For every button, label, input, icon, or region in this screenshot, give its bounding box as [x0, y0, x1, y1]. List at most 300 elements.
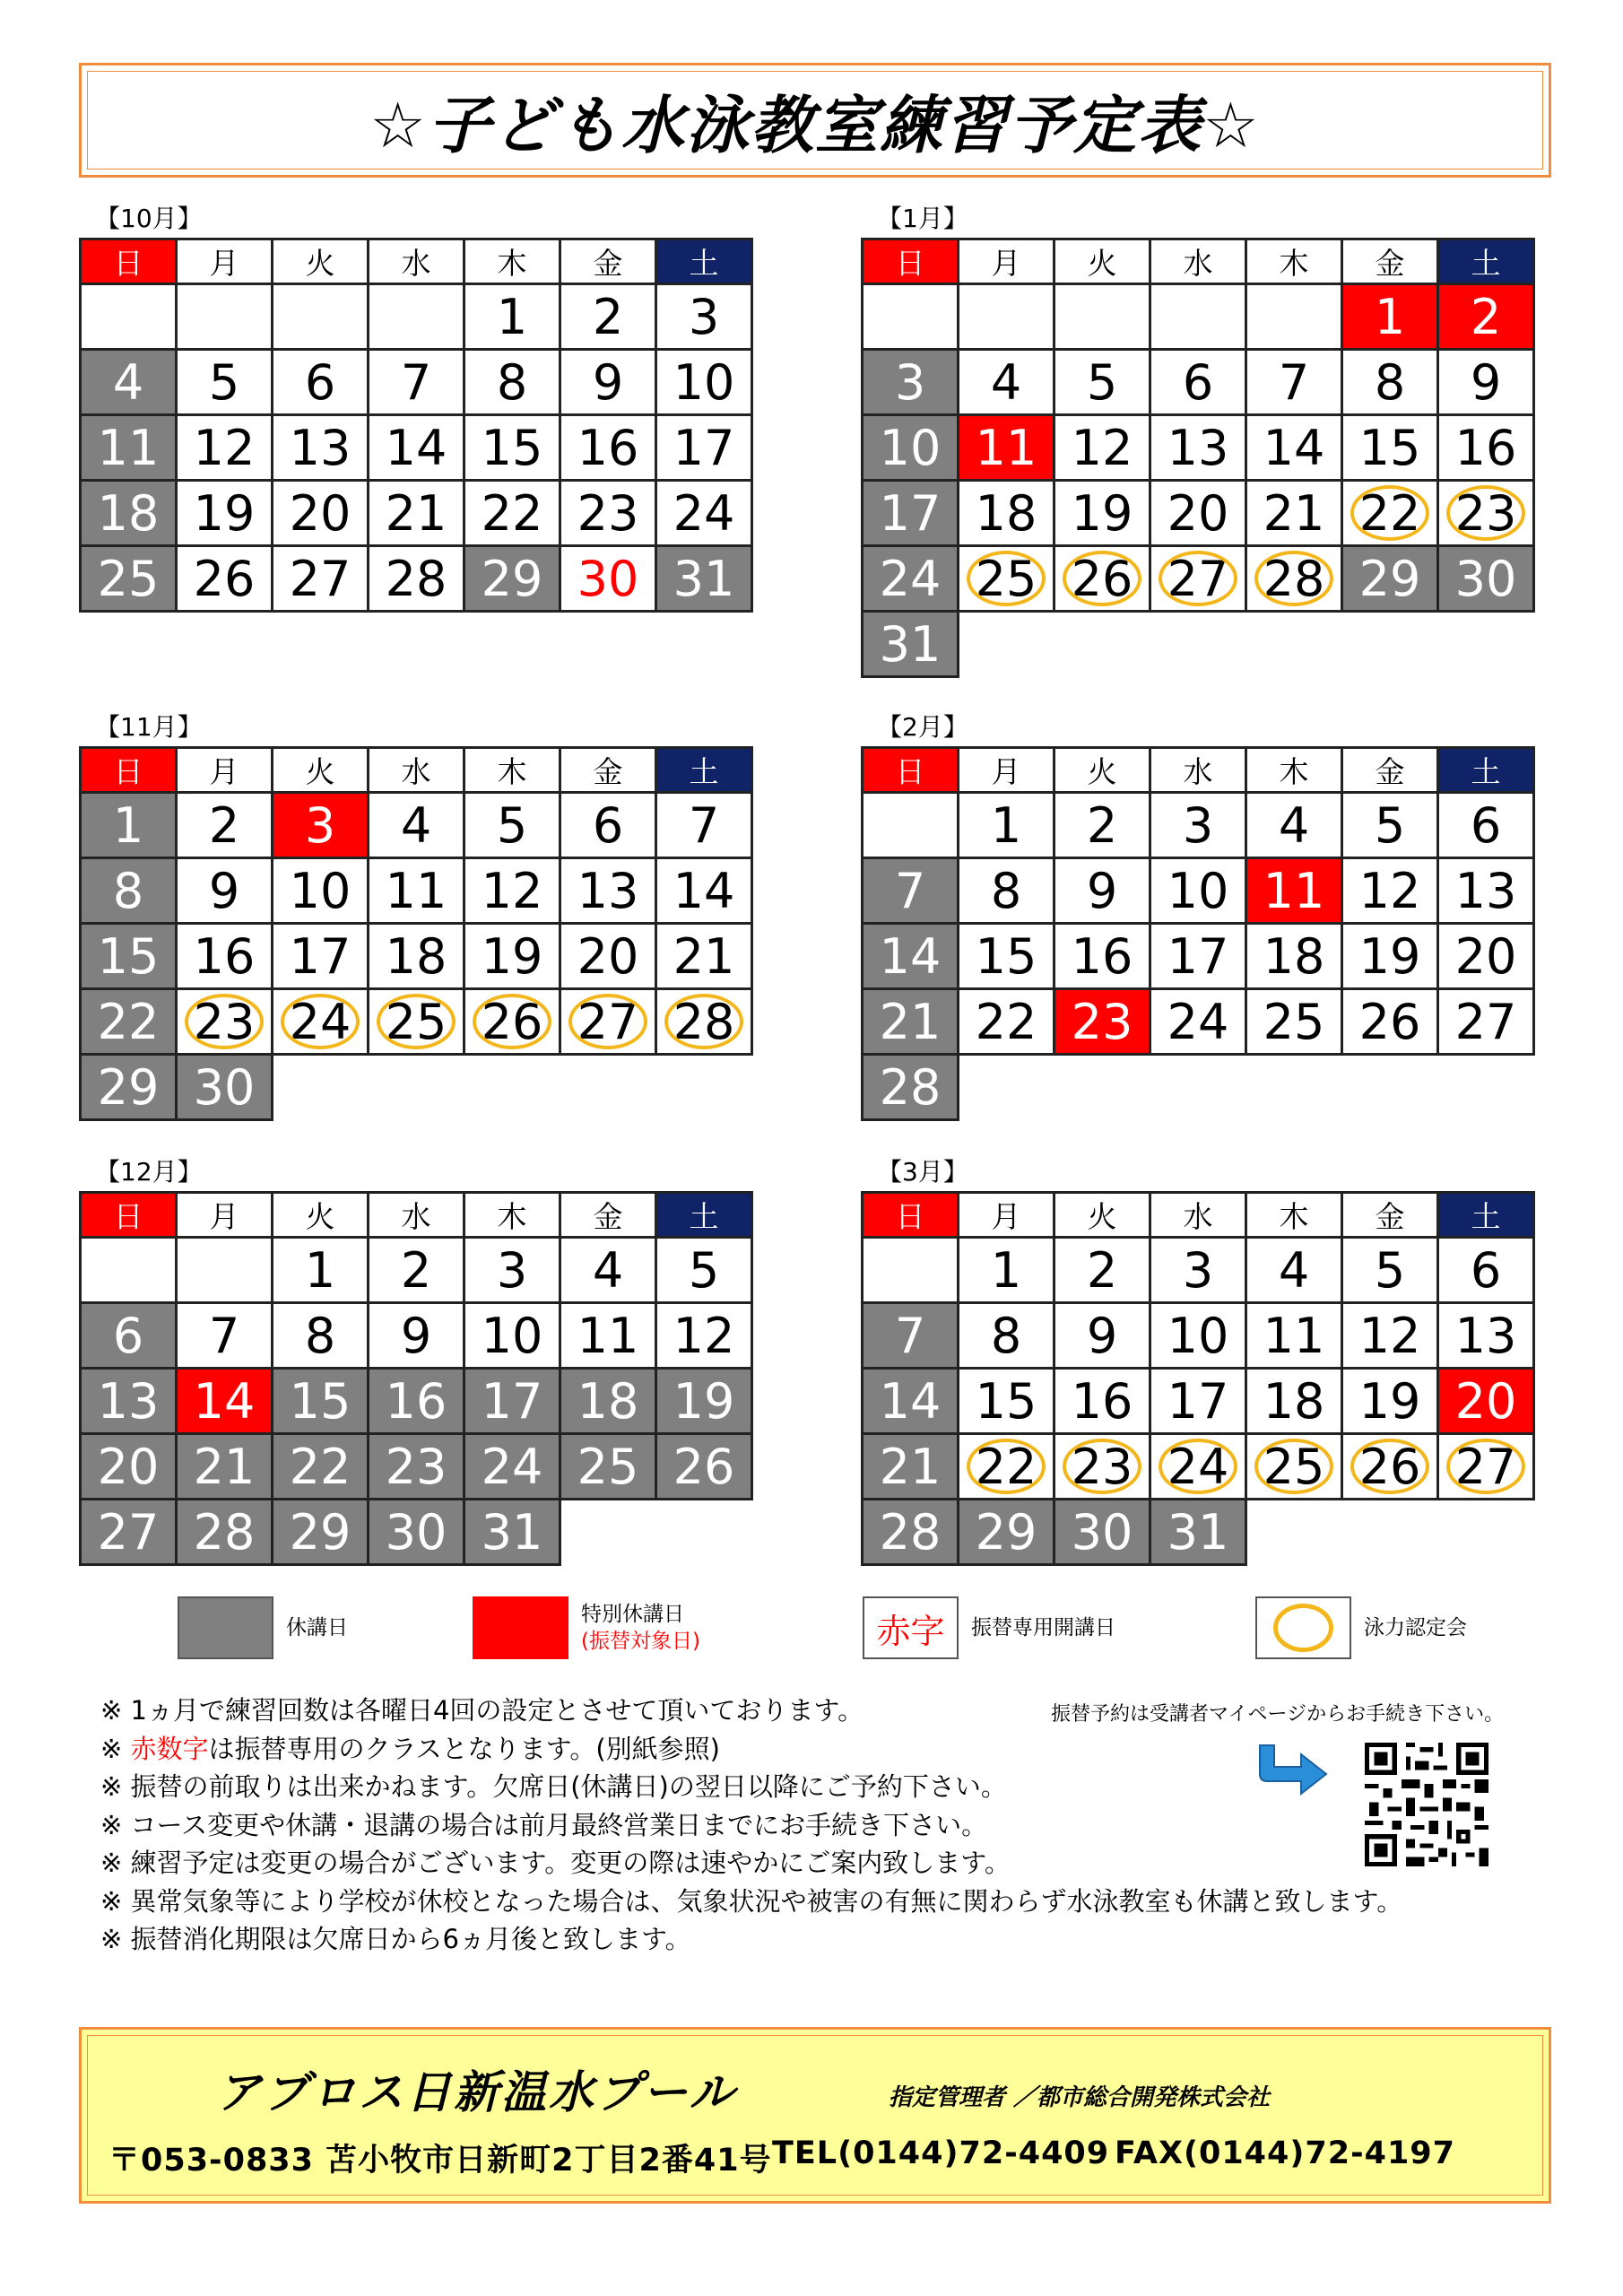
week-row	[863, 924, 1534, 989]
day-cell: 6	[1438, 793, 1534, 858]
day-cell: 18	[959, 481, 1055, 546]
empty-day-cell	[1055, 1055, 1150, 1120]
day-cell: 17	[464, 1369, 560, 1434]
note-3: ※ 振替の前取りは出来かねます。欠席日(休講日)の翌日以降にご予約下さい。	[100, 1771, 1007, 1802]
day-cell: 1	[959, 1238, 1055, 1303]
day-cell: 12	[1342, 858, 1438, 924]
weekday-header: 水	[1150, 748, 1246, 793]
calendar-grid	[861, 746, 1535, 1121]
empty-day-cell	[1438, 612, 1534, 677]
day-cell: 1	[81, 793, 177, 858]
qr-code-icon[interactable]	[1360, 1738, 1493, 1871]
week-row	[81, 546, 752, 612]
empty-day-cell	[863, 1238, 959, 1303]
day-cell: 11	[1246, 858, 1342, 924]
calendar-november	[79, 712, 753, 1121]
legend-special-label: 特別休講日	[581, 1603, 684, 1626]
note-2: ※ 赤数字は振替専用のクラスとなります。(別紙参照)	[100, 1733, 720, 1764]
empty-day-cell	[959, 612, 1055, 677]
day-cell: 25	[560, 1434, 656, 1500]
legend-closed	[178, 1596, 348, 1659]
empty-day-cell	[863, 284, 959, 350]
empty-day-cell	[273, 284, 369, 350]
day-cell: 4	[959, 350, 1055, 415]
legend-red-text	[863, 1596, 1115, 1659]
calendar-grid	[79, 746, 753, 1121]
weekday-header: 金	[560, 748, 656, 793]
week-row	[863, 1303, 1534, 1369]
week-row	[863, 481, 1534, 546]
weekday-header: 金	[1342, 1193, 1438, 1238]
day-cell: 15	[81, 924, 177, 989]
empty-day-cell	[863, 793, 959, 858]
calendar-grid	[861, 1191, 1535, 1566]
day-cell: 4	[369, 793, 464, 858]
weekday-header: 水	[369, 239, 464, 284]
note-1: ※ 1ヵ月で練習回数は各曜日4回の設定とさせて頂いております。	[100, 1695, 864, 1726]
day-cell: 14	[177, 1369, 273, 1434]
empty-day-cell	[656, 1055, 752, 1120]
day-cell: 18	[81, 481, 177, 546]
day-cell: 23	[1438, 481, 1534, 546]
day-cell: 23	[560, 481, 656, 546]
empty-day-cell	[1342, 1055, 1438, 1120]
day-cell: 24	[464, 1434, 560, 1500]
legend-closed-label: 休講日	[286, 1616, 348, 1639]
weekday-header: 水	[369, 748, 464, 793]
empty-day-cell	[1342, 612, 1438, 677]
day-cell: 13	[273, 415, 369, 481]
day-cell: 25	[81, 546, 177, 612]
day-cell: 21	[863, 989, 959, 1055]
day-cell: 22	[464, 481, 560, 546]
weekday-header: 火	[1055, 239, 1150, 284]
phone-number: TEL(0144)72-4409	[772, 2135, 1110, 2171]
weekday-header: 火	[1055, 748, 1150, 793]
empty-day-cell	[1055, 612, 1150, 677]
day-cell: 25	[1246, 1434, 1342, 1500]
day-cell: 19	[1342, 1369, 1438, 1434]
day-cell: 10	[863, 415, 959, 481]
legend-certification-label: 泳力認定会	[1364, 1616, 1467, 1639]
weekday-header: 金	[1342, 239, 1438, 284]
day-cell: 30	[1055, 1500, 1150, 1565]
day-cell: 7	[1246, 350, 1342, 415]
day-cell: 16	[177, 924, 273, 989]
weekday-header: 火	[273, 1193, 369, 1238]
day-cell: 19	[177, 481, 273, 546]
empty-day-cell	[1150, 284, 1246, 350]
day-cell: 7	[369, 350, 464, 415]
day-cell: 8	[1342, 350, 1438, 415]
week-row	[81, 350, 752, 415]
day-cell: 17	[273, 924, 369, 989]
day-cell: 15	[1342, 415, 1438, 481]
day-cell: 9	[177, 858, 273, 924]
day-cell: 21	[369, 481, 464, 546]
day-cell: 9	[1055, 1303, 1150, 1369]
empty-day-cell	[1246, 612, 1342, 677]
day-cell: 30	[1438, 546, 1534, 612]
day-cell: 21	[863, 1434, 959, 1500]
week-row	[81, 989, 752, 1055]
day-cell: 8	[273, 1303, 369, 1369]
day-cell: 29	[1342, 546, 1438, 612]
month-label: 【2月】	[877, 712, 968, 742]
day-cell: 25	[1246, 989, 1342, 1055]
day-cell: 12	[1055, 415, 1150, 481]
empty-day-cell	[1150, 612, 1246, 677]
day-cell: 28	[1246, 546, 1342, 612]
day-cell: 24	[863, 546, 959, 612]
weekday-header: 月	[177, 748, 273, 793]
day-cell: 2	[177, 793, 273, 858]
week-row	[81, 481, 752, 546]
day-cell: 23	[1055, 989, 1150, 1055]
day-cell: 26	[656, 1434, 752, 1500]
week-row	[863, 1055, 1534, 1120]
day-cell: 24	[1150, 1434, 1246, 1500]
weekday-header: 木	[1246, 748, 1342, 793]
week-row	[863, 793, 1534, 858]
empty-day-cell	[1246, 284, 1342, 350]
day-cell: 20	[1150, 481, 1246, 546]
month-label: 【1月】	[877, 204, 968, 233]
qr-caption: 振替予約は受講者マイページからお手続き下さい。	[1051, 1703, 1505, 1726]
weekday-header: 火	[1055, 1193, 1150, 1238]
day-cell: 15	[959, 924, 1055, 989]
day-cell: 20	[81, 1434, 177, 1500]
weekday-header: 日	[81, 1193, 177, 1238]
day-cell: 19	[1055, 481, 1150, 546]
empty-day-cell	[656, 1500, 752, 1565]
day-cell: 21	[177, 1434, 273, 1500]
day-cell: 3	[273, 793, 369, 858]
day-cell: 2	[1055, 793, 1150, 858]
day-cell: 31	[863, 612, 959, 677]
day-cell: 31	[1150, 1500, 1246, 1565]
day-cell: 13	[81, 1369, 177, 1434]
address: 〒053-0833 苫小牧市日新町2丁目2番41号	[108, 2143, 772, 2179]
arrow-icon	[1251, 1740, 1332, 1803]
day-cell: 29	[81, 1055, 177, 1120]
footer	[79, 2027, 1551, 2204]
day-cell: 17	[863, 481, 959, 546]
empty-day-cell	[560, 1500, 656, 1565]
weekday-header: 木	[464, 1193, 560, 1238]
notes	[100, 1692, 1402, 1959]
day-cell: 21	[1246, 481, 1342, 546]
day-cell: 27	[81, 1500, 177, 1565]
empty-day-cell	[1055, 284, 1150, 350]
empty-day-cell	[273, 1055, 369, 1120]
day-cell: 26	[1342, 1434, 1438, 1500]
day-cell: 6	[560, 793, 656, 858]
month-label: 【10月】	[95, 204, 203, 233]
day-cell: 12	[1342, 1303, 1438, 1369]
day-cell: 14	[863, 1369, 959, 1434]
day-cell: 9	[369, 1303, 464, 1369]
calendar-grid	[79, 1191, 753, 1566]
day-cell: 5	[1342, 1238, 1438, 1303]
calendar-grid	[79, 238, 753, 613]
day-cell: 18	[1246, 924, 1342, 989]
day-cell: 26	[1342, 989, 1438, 1055]
week-row	[81, 858, 752, 924]
empty-day-cell	[560, 1055, 656, 1120]
weekday-header: 金	[560, 239, 656, 284]
day-cell: 31	[656, 546, 752, 612]
day-cell: 3	[656, 284, 752, 350]
day-cell: 2	[369, 1238, 464, 1303]
gray-swatch	[178, 1596, 273, 1659]
circle-swatch-icon	[1255, 1596, 1351, 1659]
day-cell: 11	[1246, 1303, 1342, 1369]
day-cell: 7	[863, 1303, 959, 1369]
weekday-header: 月	[959, 1193, 1055, 1238]
day-cell: 17	[656, 415, 752, 481]
weekday-header: 木	[1246, 239, 1342, 284]
legend-special-closed	[473, 1596, 700, 1659]
week-row	[81, 1238, 752, 1303]
day-cell: 13	[1438, 1303, 1534, 1369]
day-cell: 22	[1342, 481, 1438, 546]
note-5: ※ 練習予定は変更の場合がございます。変更の際は速やかにご案内致します。	[100, 1848, 1011, 1878]
calendar-december	[79, 1157, 753, 1566]
day-cell: 2	[560, 284, 656, 350]
day-cell: 27	[1438, 1434, 1534, 1500]
day-cell: 20	[1438, 924, 1534, 989]
empty-day-cell	[177, 284, 273, 350]
week-row	[81, 793, 752, 858]
weekday-header: 月	[177, 1193, 273, 1238]
weekday-header: 月	[177, 239, 273, 284]
note-6: ※ 異常気象等により学校が休校となった場合は、気象状況や被害の有無に関わらず水泳教室も休講と致します。	[100, 1885, 1403, 1917]
weekday-header: 金	[1342, 748, 1438, 793]
day-cell: 10	[656, 350, 752, 415]
day-cell: 6	[1150, 350, 1246, 415]
day-cell: 27	[1150, 546, 1246, 612]
calendar-grid	[861, 238, 1535, 678]
week-row	[863, 284, 1534, 350]
day-cell: 4	[1246, 1238, 1342, 1303]
day-cell: 23	[1055, 1434, 1150, 1500]
day-cell: 28	[863, 1055, 959, 1120]
empty-day-cell	[1246, 1500, 1342, 1565]
day-cell: 27	[560, 989, 656, 1055]
month-label: 【11月】	[95, 712, 203, 742]
day-cell: 6	[1438, 1238, 1534, 1303]
weekday-header: 火	[273, 748, 369, 793]
day-cell: 3	[464, 1238, 560, 1303]
day-cell: 7	[656, 793, 752, 858]
calendar-february	[861, 712, 1535, 1121]
empty-day-cell	[1438, 1055, 1534, 1120]
empty-day-cell	[464, 1055, 560, 1120]
day-cell: 23	[177, 989, 273, 1055]
day-cell: 10	[1150, 858, 1246, 924]
weekday-header-row	[81, 1193, 752, 1238]
day-cell: 6	[81, 1303, 177, 1369]
day-cell: 9	[1438, 350, 1534, 415]
weekday-header: 日	[81, 239, 177, 284]
day-cell: 22	[273, 1434, 369, 1500]
day-cell: 18	[560, 1369, 656, 1434]
empty-day-cell	[959, 284, 1055, 350]
weekday-header: 土	[1438, 748, 1534, 793]
note-2-red: 赤数字	[130, 1733, 209, 1764]
facility-name: アブロス日新温水プール	[216, 2066, 737, 2118]
legend-red-text-label: 振替専用開講日	[971, 1616, 1115, 1639]
weekday-header: 金	[560, 1193, 656, 1238]
day-cell: 8	[464, 350, 560, 415]
day-cell: 1	[1342, 284, 1438, 350]
week-row	[863, 989, 1534, 1055]
day-cell: 28	[863, 1500, 959, 1565]
week-row	[81, 415, 752, 481]
weekday-header: 木	[1246, 1193, 1342, 1238]
day-cell: 22	[959, 989, 1055, 1055]
note-4: ※ コース変更や休講・退講の場合は前月最終営業日までにお手続き下さい。	[100, 1809, 988, 1840]
day-cell: 14	[369, 415, 464, 481]
day-cell: 28	[369, 546, 464, 612]
day-cell: 3	[863, 350, 959, 415]
day-cell: 26	[464, 989, 560, 1055]
page-title: ☆子ども水泳教室練習予定表☆	[369, 88, 1261, 162]
day-cell: 16	[369, 1369, 464, 1434]
day-cell: 28	[177, 1500, 273, 1565]
day-cell: 30	[177, 1055, 273, 1120]
day-cell: 21	[656, 924, 752, 989]
red-text-swatch: 赤字	[863, 1596, 959, 1659]
day-cell: 24	[1150, 989, 1246, 1055]
day-cell: 12	[464, 858, 560, 924]
week-row	[863, 1369, 1534, 1434]
day-cell: 18	[1246, 1369, 1342, 1434]
week-row	[81, 924, 752, 989]
day-cell: 24	[273, 989, 369, 1055]
day-cell: 30	[560, 546, 656, 612]
day-cell: 4	[1246, 793, 1342, 858]
weekday-header: 日	[81, 748, 177, 793]
legend-certification	[1255, 1596, 1467, 1659]
day-cell: 15	[273, 1369, 369, 1434]
day-cell: 14	[1246, 415, 1342, 481]
weekday-header: 土	[1438, 239, 1534, 284]
weekday-header: 土	[1438, 1193, 1534, 1238]
day-cell: 16	[560, 415, 656, 481]
day-cell: 16	[1055, 1369, 1150, 1434]
day-cell: 12	[656, 1303, 752, 1369]
week-row	[863, 1500, 1534, 1565]
day-cell: 11	[81, 415, 177, 481]
empty-day-cell	[81, 1238, 177, 1303]
weekday-header-row	[863, 748, 1534, 793]
day-cell: 10	[1150, 1303, 1246, 1369]
day-cell: 17	[1150, 924, 1246, 989]
weekday-header: 日	[863, 1193, 959, 1238]
day-cell: 5	[1342, 793, 1438, 858]
week-row	[863, 858, 1534, 924]
day-cell: 13	[1150, 415, 1246, 481]
weekday-header: 月	[959, 239, 1055, 284]
day-cell: 20	[560, 924, 656, 989]
day-cell: 15	[959, 1369, 1055, 1434]
day-cell: 18	[369, 924, 464, 989]
weekday-header: 土	[656, 1193, 752, 1238]
day-cell: 3	[1150, 1238, 1246, 1303]
day-cell: 13	[1438, 858, 1534, 924]
manager: 指定管理者 ／都市総合開発株式会社	[889, 2084, 1271, 2111]
day-cell: 22	[81, 989, 177, 1055]
month-label: 【3月】	[877, 1157, 968, 1187]
day-cell: 11	[560, 1303, 656, 1369]
day-cell: 8	[959, 1303, 1055, 1369]
day-cell: 7	[863, 858, 959, 924]
day-cell: 19	[1342, 924, 1438, 989]
calendar-january	[861, 204, 1535, 678]
day-cell: 4	[560, 1238, 656, 1303]
week-row	[863, 612, 1534, 677]
day-cell: 9	[1055, 858, 1150, 924]
day-cell: 16	[1438, 415, 1534, 481]
day-cell: 2	[1438, 284, 1534, 350]
day-cell: 4	[81, 350, 177, 415]
day-cell: 6	[273, 350, 369, 415]
legend	[0, 1596, 1623, 1668]
empty-day-cell	[1342, 1500, 1438, 1565]
day-cell: 30	[369, 1500, 464, 1565]
day-cell: 11	[369, 858, 464, 924]
weekday-header: 日	[863, 748, 959, 793]
week-row	[81, 1369, 752, 1434]
day-cell: 3	[1150, 793, 1246, 858]
weekday-header-row	[863, 239, 1534, 284]
week-row	[863, 350, 1534, 415]
weekday-header: 水	[1150, 1193, 1246, 1238]
day-cell: 16	[1055, 924, 1150, 989]
day-cell: 5	[656, 1238, 752, 1303]
empty-day-cell	[1150, 1055, 1246, 1120]
note-7: ※ 振替消化期限は欠席日から6ヵ月後と致します。	[100, 1924, 691, 1954]
legend-special-sublabel: (振替対象日)	[581, 1630, 700, 1653]
day-cell: 20	[273, 481, 369, 546]
day-cell: 23	[369, 1434, 464, 1500]
day-cell: 8	[81, 858, 177, 924]
empty-day-cell	[1438, 1500, 1534, 1565]
empty-day-cell	[1246, 1055, 1342, 1120]
day-cell: 26	[177, 546, 273, 612]
week-row	[81, 1434, 752, 1500]
day-cell: 27	[1438, 989, 1534, 1055]
week-row	[863, 1238, 1534, 1303]
week-row	[81, 1303, 752, 1369]
week-row	[863, 546, 1534, 612]
day-cell: 14	[863, 924, 959, 989]
weekday-header: 土	[656, 748, 752, 793]
day-cell: 14	[656, 858, 752, 924]
weekday-header-row	[863, 1193, 1534, 1238]
empty-day-cell	[369, 1055, 464, 1120]
weekday-header: 火	[273, 239, 369, 284]
day-cell: 27	[273, 546, 369, 612]
day-cell: 28	[656, 989, 752, 1055]
weekday-header: 木	[464, 748, 560, 793]
day-cell: 1	[464, 284, 560, 350]
weekday-header-row	[81, 748, 752, 793]
week-row	[863, 415, 1534, 481]
day-cell: 29	[273, 1500, 369, 1565]
